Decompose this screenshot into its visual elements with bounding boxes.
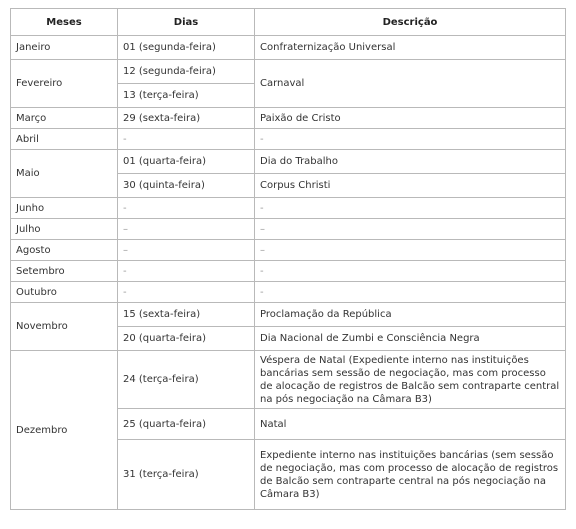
table-row (11, 219, 566, 240)
table-row (11, 351, 566, 409)
header-description: Descrição (255, 9, 566, 36)
table-row (11, 261, 566, 282)
table-row (11, 36, 566, 60)
day-cell: 29 (sexta-feira) (118, 108, 255, 129)
description-cell: Proclamação da República (255, 303, 566, 327)
month-cell: Agosto (11, 240, 118, 261)
day-cell: 01 (quarta-feira) (118, 150, 255, 174)
day-cell: - (118, 129, 255, 150)
day-cell: 24 (terça-feira) (118, 351, 255, 409)
month-cell: Março (11, 108, 118, 129)
description-cell: Confraternização Universal (255, 36, 566, 60)
header-row (11, 9, 566, 36)
month-cell: Dezembro (11, 351, 118, 510)
description-cell: - (255, 261, 566, 282)
table-row (11, 108, 566, 129)
table-row (11, 129, 566, 150)
day-cell: 20 (quarta-feira) (118, 327, 255, 351)
description-cell: - (255, 198, 566, 219)
day-cell: 31 (terça-feira) (118, 440, 255, 510)
month-cell: Janeiro (11, 36, 118, 60)
description-cell: - (255, 129, 566, 150)
day-cell: – (118, 219, 255, 240)
day-cell: 12 (segunda-feira) (118, 60, 255, 84)
description-cell: – (255, 240, 566, 261)
month-cell: Abril (11, 129, 118, 150)
table-row (11, 240, 566, 261)
description-cell: Paixão de Cristo (255, 108, 566, 129)
day-cell: 30 (quinta-feira) (118, 174, 255, 198)
description-cell: Natal (255, 409, 566, 440)
day-cell: - (118, 198, 255, 219)
header-month: Meses (11, 9, 118, 36)
day-cell: - (118, 261, 255, 282)
description-cell: Corpus Christi (255, 174, 566, 198)
month-cell: Outubro (11, 282, 118, 303)
description-cell: Expediente interno nas instituições bancárias (sem sessão de negociação, mas com processo de alocação de registros de Balcão sem contraparte central na pós negociação na Câmara B3) (255, 440, 566, 510)
header-days: Dias (118, 9, 255, 36)
month-cell: Junho (11, 198, 118, 219)
day-cell: – (118, 240, 255, 261)
description-cell: Carnaval (255, 60, 566, 108)
day-cell: - (118, 282, 255, 303)
description-cell: - (255, 282, 566, 303)
day-cell: 13 (terça-feira) (118, 84, 255, 108)
day-cell: 01 (segunda-feira) (118, 36, 255, 60)
month-cell: Setembro (11, 261, 118, 282)
table-row (11, 60, 566, 84)
table-row (11, 198, 566, 219)
description-cell: Dia do Trabalho (255, 150, 566, 174)
holiday-table (10, 8, 566, 510)
day-cell: 25 (quarta-feira) (118, 409, 255, 440)
description-cell: – (255, 219, 566, 240)
description-cell: Dia Nacional de Zumbi e Consciência Negra (255, 327, 566, 351)
month-cell: Fevereiro (11, 60, 118, 108)
table-row (11, 150, 566, 174)
description-cell: Véspera de Natal (Expediente interno nas instituições bancárias sem sessão de negociação, mas com processo de alocação de registros de Balcão sem contraparte central na pós negociação na Câmara B3) (255, 351, 566, 409)
month-cell: Novembro (11, 303, 118, 351)
table-row (11, 303, 566, 327)
month-cell: Maio (11, 150, 118, 198)
day-cell: 15 (sexta-feira) (118, 303, 255, 327)
table-row (11, 282, 566, 303)
month-cell: Julho (11, 219, 118, 240)
